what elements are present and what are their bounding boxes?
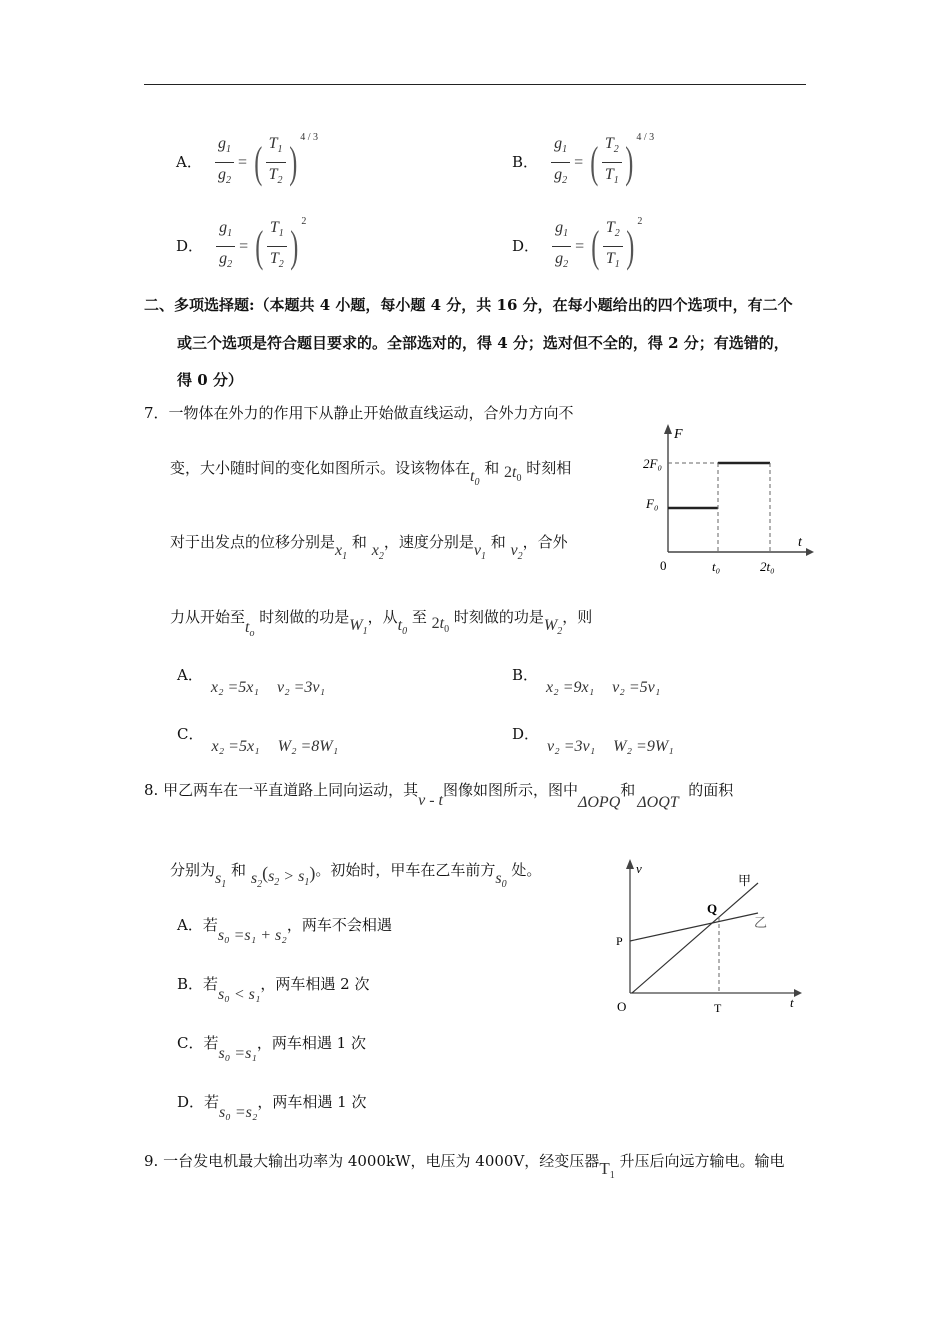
q8-option-d[interactable]: D．若s₀ =s₂，两车相遇 1 次 — [177, 1093, 367, 1121]
header-rule — [144, 84, 806, 85]
q8-option-c[interactable]: C．若s₀ =s₁，两车相遇 1 次 — [177, 1034, 366, 1062]
q7-option-b[interactable]: B．x₂ =9x₁ v₂ =5v₁ — [512, 666, 661, 696]
x-axis-label: t — [790, 995, 794, 1010]
label-yi: 乙 — [754, 915, 768, 930]
q7-line3: 对于出发点的位移分别是$x_1$ 和 $x_2$，速度分别是$v_1$ 和 $v_2$，合外 — [170, 533, 568, 562]
origin-label: O — [617, 999, 627, 1014]
q6-option-d[interactable]: D． $\frac{g_1}{g_2}$ = ( $\frac{T_2}{T_1}$ ) 2 — [512, 218, 642, 275]
q7-line1: 7．一物体在外力的作用下从静止开始做直线运动，合外力方向不 — [144, 404, 574, 422]
q7-force-graph — [640, 420, 815, 580]
option-label: A． — [176, 153, 202, 172]
x-axis-arrow — [806, 548, 814, 556]
option-label: B． — [512, 153, 539, 172]
exponent: 4 / 3 — [300, 132, 318, 143]
q8-line1: 8. 甲乙两车在一平直道路上同向运动，其v - t图像如图所示，图中ΔOPQ和ΔOQT 的面积 — [144, 781, 734, 811]
q8-vt-graph — [608, 855, 808, 1025]
option-label: D． — [512, 237, 540, 256]
fraction-g: $\frac{g_1}{g_2}$ — [216, 218, 235, 275]
q7-line4: 力从开始至$t_o$ 时刻做的功是$W_1$，从$t_0$ 至 $2t_0$ 时刻做的功是$W_2$，则 — [170, 608, 593, 639]
section2-line2: 或三个选项是符合题目要求的。全部选对的，得 4 分；选对但不全的，得 2 分；有选错的， — [177, 334, 789, 352]
y-axis-label: F — [674, 427, 683, 442]
fraction-g: $\frac{g_1}{g_2}$ — [552, 218, 571, 275]
section2-line1: 二、多项选择题:（本题共 4 小题，每小题 4 分，共 16 分，在每小题给出的四个选项中，有二个 — [144, 296, 793, 314]
q7-option-d[interactable]: D．v₂ =3v₁ W₂ =9W₁ — [512, 725, 674, 755]
label-t: T — [714, 1001, 722, 1015]
fraction-g: $\frac{g_1}{g_2}$ — [215, 134, 234, 191]
exponent: 2 — [637, 216, 643, 227]
y-axis-arrow — [664, 424, 672, 434]
q6-option-b[interactable]: B． $\frac{g_1}{g_2}$ = ( $\frac{T_2}{T_1}$ ) 4 / 3 — [512, 134, 654, 191]
label-p: P — [616, 934, 623, 948]
origin-label: 0 — [660, 558, 667, 573]
tick-f0: F₀ — [646, 496, 659, 511]
y-axis-label: v — [636, 861, 642, 876]
fraction-t: $\frac{T_2}{T_1}$ — [602, 134, 622, 191]
q6-option-a[interactable]: A． $\frac{g_1}{g_2}$ = ( $\frac{T_1}{T_2}$ ) 4 / 3 — [176, 134, 318, 191]
label-jia: 甲 — [738, 873, 752, 888]
tick-2t0: 2t₀ — [760, 559, 775, 574]
y-axis-arrow — [626, 859, 634, 869]
fraction-g: $\frac{g_1}{g_2}$ — [551, 134, 570, 191]
fraction-t: $\frac{T_2}{T_1}$ — [603, 218, 623, 275]
x-axis-label: t — [798, 535, 802, 550]
q8-option-b[interactable]: B．若s₀ < s₁，两车相遇 2 次 — [177, 975, 370, 1003]
tick-2f0: 2F₀ — [643, 456, 662, 471]
fraction-t: $\frac{T_1}{T_2}$ — [267, 218, 287, 275]
exponent: 2 — [301, 216, 307, 227]
q9-line1: 9. 一台发电机最大输出功率为 4000kW，电压为 4000V，经变压器$T_1$ 升压后向远方输电。输电 — [144, 1152, 785, 1181]
q7-line2: 变，大小随时间的变化如图所示。设该物体在$t_0$ 和 $2t_0$ 时刻相 — [170, 459, 572, 488]
line-yi — [630, 913, 758, 941]
q8-line2: 分别为$s_1$ 和 $s_2(s_2 > s_1)$。初始时，甲车在乙车前方$s_0$ 处。 — [170, 861, 542, 890]
label-q: Q — [707, 901, 718, 916]
option-label: D． — [176, 237, 204, 256]
fraction-t: $\frac{T_1}{T_2}$ — [266, 134, 286, 191]
q6-option-c[interactable]: D． $\frac{g_1}{g_2}$ = ( $\frac{T_1}{T_2}$ ) 2 — [176, 218, 306, 275]
section2-line3: 得 0 分） — [177, 371, 243, 389]
q8-option-a[interactable]: A．若s₀ =s₁ + s₂，两车不会相遇 — [177, 916, 392, 944]
tick-t0: t₀ — [712, 559, 721, 574]
q7-option-a[interactable]: A．x₂ =5x₁ v₂ =3v₁ — [177, 666, 326, 696]
x-axis-arrow — [794, 989, 802, 997]
line-jia — [632, 883, 758, 993]
q7-option-c[interactable]: C．x₂ =5x₁ W₂ =8W₁ — [177, 725, 339, 755]
exponent: 4 / 3 — [636, 132, 655, 143]
